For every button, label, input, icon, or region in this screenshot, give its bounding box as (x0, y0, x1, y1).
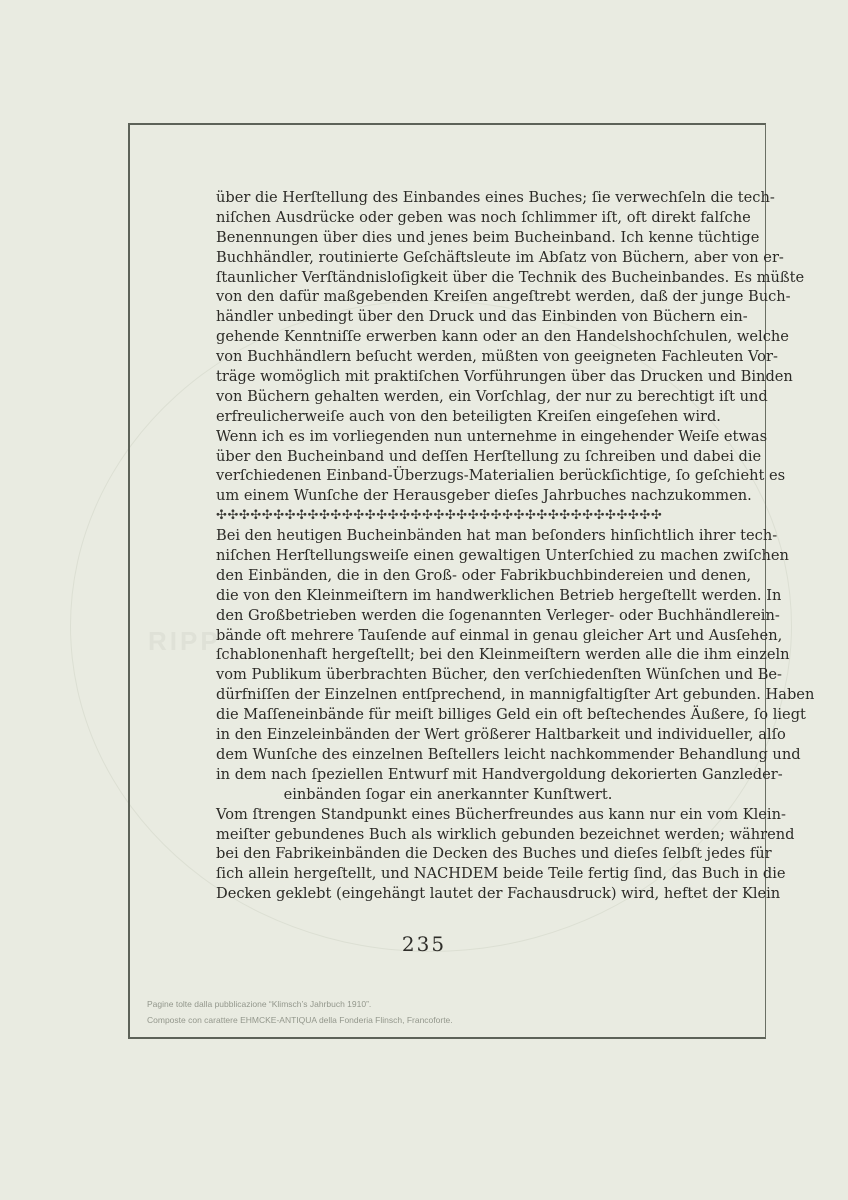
imprint-line-1: Pagine tolte dalla pubblicazione “Klimsch’s Jahrbuch 1910”. (147, 999, 372, 1009)
text-line: ſtaunlicher Verſtändnisloſigkeit über die Technik des Bucheinbandes. Es müßte (216, 268, 805, 286)
text-line: erfreulicherweiſe auch von den beteiligten Kreiſen eingeſehen wird. (216, 407, 721, 425)
text-line: in den Einzeleinbänden der Wert größerer Haltbarkeit und individueller, alſo (216, 726, 786, 744)
text-line: ſchablonenhaft hergeſtellt; bei den Kleinmeiſtern werden alle die ihm einzeln (216, 646, 790, 664)
watermark: RIPP (148, 626, 221, 656)
text-line: vom Publikum überbrachten Bücher, den verſchiedenſten Wünſchen und Be- (216, 666, 782, 684)
text-line: Wenn ich es im vorliegenden nun unternehme in eingehender Weiſe etwas (216, 427, 768, 445)
page-number: 235 (401, 932, 447, 956)
text-line: die Maſſeneinbände für meiſt billiges Geld ein oft beſtechendes Äußere, ſo liegt (216, 706, 806, 724)
text-line: die von den Kleinmeiſtern im handwerklichen Betrieb hergeſtellt werden. In (216, 586, 782, 604)
text-line: über die Herſtellung des Einbandes eines Buches; ſie verwechſeln die tech- (216, 189, 775, 206)
imprint (147, 996, 453, 1028)
text-line: träge womöglich mit praktiſchen Vorführungen über das Drucken und Binden (216, 368, 793, 386)
imprint-line-2: Composte con carattere EHMCKE-ANTIQUA della Fonderia Flinsch, Francoforte. (147, 1015, 453, 1025)
text-line: von Büchern gehalten werden, ein Vorſchlag, der nur zu berechtigt iſt und (216, 387, 768, 405)
text-line: Benennungen über dies und jenes beim Bucheinband. Ich kenne tüchtige (216, 228, 760, 246)
text-line: Vom ſtrengen Standpunkt eines Bücherfreundes aus kann nur ein vom Klein- (216, 805, 786, 823)
ornament-divider: ✣✣✣✣✣✣✣✣✣✣✣✣✣✣✣✣✣✣✣✣✣✣✣✣✣✣✣✣✣✣✣✣✣✣✣✣✣✣✣ (216, 508, 663, 524)
text-line: über den Bucheinband und deſſen Herſtellung zu ſchreiben und dabei die (216, 447, 762, 465)
text-line: niſchen Ausdrücke oder geben was noch ſchlimmer iſt, oft direkt falſche (216, 208, 751, 226)
text-line: gehende Kenntniſſe erwerben kann oder an den Handelshochſchulen, welche (216, 328, 789, 346)
body-text (216, 188, 815, 904)
text-line: um einem Wunſche der Herausgeber dieſes Jahrbuches nachzukommen. (216, 487, 752, 505)
text-line: niſchen Herſtellungsweiſe einen gewaltigen Unterſchied zu machen zwiſchen (216, 547, 789, 565)
text-line: von den dafür maßgebenden Kreiſen angeſtrebt werden, daß der junge Buch- (216, 288, 791, 306)
text-line: von Buchhändlern beſucht werden, müßten von geeigneten Fachleuten Vor- (216, 348, 778, 366)
text-line: Bei den heutigen Bucheinbänden hat man beſonders hinſichtlich ihrer tech- (216, 527, 778, 545)
text-line: verſchiedenen Einband-Überzugs-Materialien berückſichtige, ſo geſchieht es (216, 467, 786, 485)
text-line: einbänden ſogar ein anerkannter Kunſtwert. (283, 785, 613, 803)
text-line: ſich allein hergeſtellt, und NACHDEM beide Teile fertig ſind, das Buch in die (216, 865, 786, 883)
text-line: dem Wunſche des einzelnen Beſtellers leicht nachkommender Behandlung und (216, 745, 801, 763)
text-line: Decken geklebt (eingehängt lautet der Fachausdruck) wird, heftet der Klein (216, 885, 781, 903)
text-line: bände oft mehrere Tauſende auf einmal in genau gleicher Art und Ausſehen, (216, 626, 783, 644)
text-line: meiſter gebundenes Buch als wirklich gebunden bezeichnet werden; während (216, 825, 795, 843)
text-line: den Einbänden, die in den Groß- oder Fabrikbuchbindereien und denen, (216, 566, 752, 584)
text-line: den Großbetrieben werden die ſogenannten Verleger- oder Buchhändlerein- (216, 606, 780, 624)
text-line: händler unbedingt über den Druck und das Einbinden von Büchern ein- (216, 308, 748, 326)
text-line: dürfniſſen der Einzelnen entſprechend, in mannigfaltigſter Art gebunden. Haben (216, 686, 815, 704)
text-line: in dem nach ſpeziellen Entwurf mit Handvergoldung dekorierten Ganzleder- (216, 765, 783, 783)
text-line: Buchhändler, routinierte Geſchäftsleute im Abſatz von Büchern, aber von er- (216, 248, 784, 266)
text-line: bei den Fabrikeinbänden die Decken des Buches und dieſes ſelbſt jedes für (216, 845, 772, 863)
